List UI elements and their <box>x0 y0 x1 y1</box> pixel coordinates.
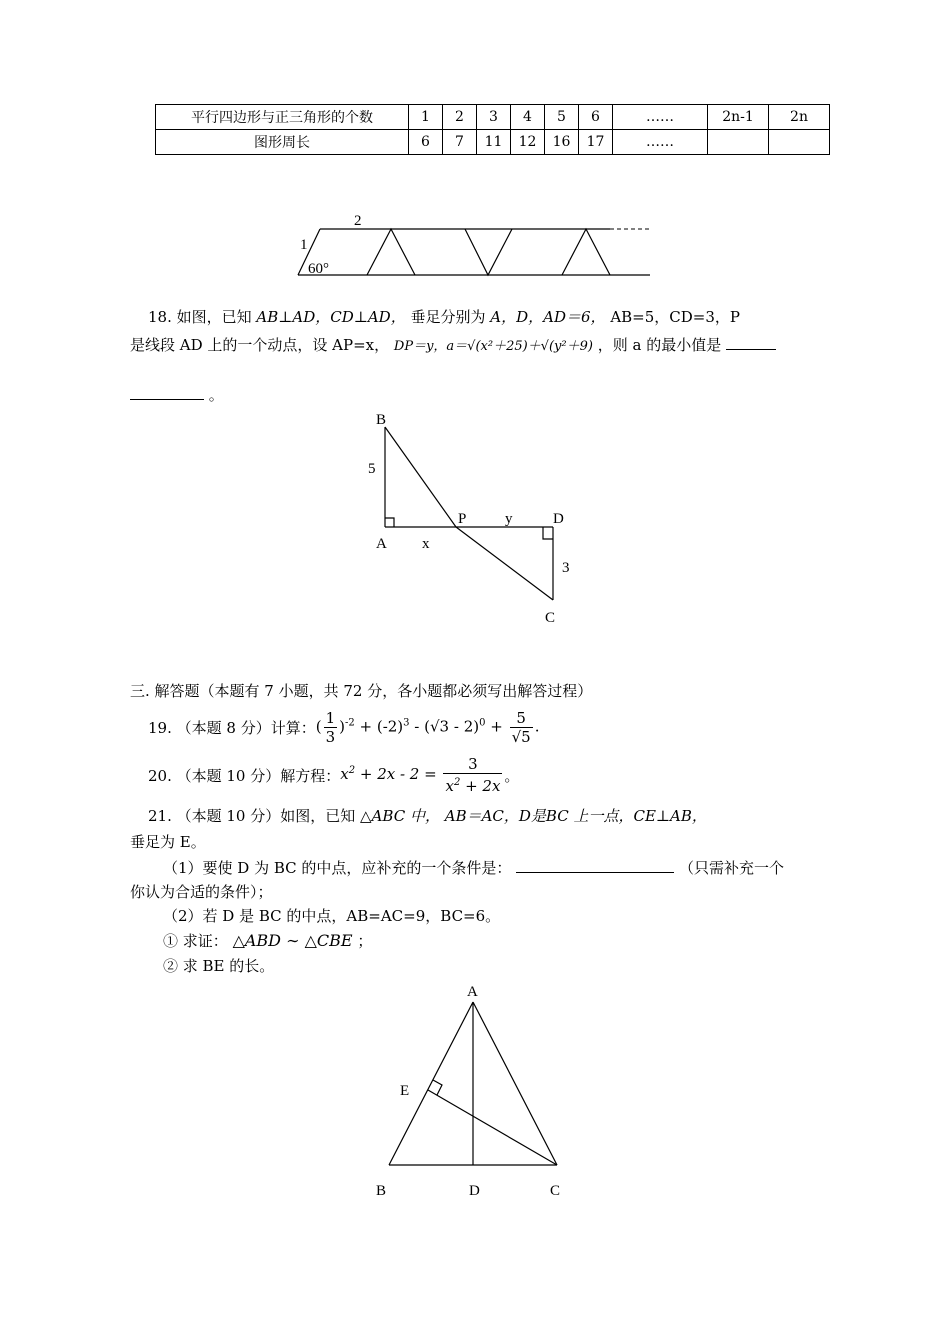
q21-item1 <box>163 930 372 951</box>
q21-answer-blank[interactable] <box>516 872 674 873</box>
table-cell: 11 <box>477 130 511 155</box>
table-cell: 16 <box>545 130 579 155</box>
q21-text: 21. （本题 10 分）如图，已知 <box>148 807 356 825</box>
table-header-count: 平行四边形与正三角形的个数 <box>156 105 409 130</box>
q21-triangle: △ABC 中， <box>360 807 440 825</box>
table-cell: 2 <box>443 105 477 130</box>
q21-text: ① 求证： <box>163 932 228 950</box>
q21-part1-cont: 你认为合适的条件）； <box>130 883 273 901</box>
q18-line1 <box>148 306 740 327</box>
label-top: 2 <box>354 213 362 229</box>
table-header-perimeter: 图形周长 <box>156 130 409 155</box>
point-e-label: E <box>400 1083 410 1099</box>
point-a-label: A <box>376 536 387 552</box>
y-label: y <box>505 511 513 527</box>
q21-text: （1）要使 D 为 BC 的中点，应补充的一个条件是： <box>163 859 512 877</box>
q18-formula: DP＝y，a＝√(x²＋25)＋√(y²＋9) <box>393 339 593 354</box>
q18-text: 。 <box>208 386 224 404</box>
vertex-a-label: A <box>467 984 478 1000</box>
q21-line2: 垂足为 E。 <box>130 833 206 851</box>
q18-text: 是线段 AD 上的一个动点，设 AP=x， <box>130 336 390 354</box>
q20-suffix: 。 <box>504 766 520 785</box>
q21-similarity: △ABD ∼ △CBE <box>232 931 353 950</box>
length-cd-label: 3 <box>562 560 570 576</box>
q21-part2: （2）若 D 是 BC 的中点，AB=AC=9，BC=6。 <box>163 907 501 925</box>
q19-expression: ( $\frac{1}{3}$ )$^{-2} + (-2)^3 - (√3 - 2)^0$ + $\frac{5}{√5}$ . <box>315 708 540 746</box>
x-label: x <box>422 536 430 552</box>
parallelogram-triangle-figure <box>290 205 660 285</box>
q18-text: 垂足分别为 <box>410 308 486 326</box>
length-ab-label: 5 <box>368 461 376 477</box>
label-side: 1 <box>300 237 308 253</box>
point-c-label: C <box>545 610 556 626</box>
q18-text: ，则 a 的最小值是 <box>597 336 722 354</box>
table-cell <box>769 130 830 155</box>
q18-answer-blank[interactable] <box>726 349 776 350</box>
vertex-c-label: C <box>550 1183 561 1199</box>
q21-text: ； <box>357 932 373 950</box>
q21-condition: AB＝AC，D是BC 上一点，CE⊥AB， <box>444 807 707 825</box>
table-cell: 3 <box>477 105 511 130</box>
table-cell: 6 <box>579 105 613 130</box>
table-row <box>156 105 830 130</box>
sequence-table <box>155 104 830 155</box>
isosceles-triangle-figure <box>370 980 590 1205</box>
vertex-b-label: B <box>376 1183 387 1199</box>
q18-text: AB=5，CD=3，P <box>610 308 741 326</box>
q20-prefix: 20. （本题 10 分）解方程： <box>148 766 341 785</box>
point-b-label: B <box>376 412 387 428</box>
q20-equation: $x^2 + 2x - 2$ = $\frac{3}{x^2 + 2x}$ <box>340 755 501 795</box>
q18-condition-perp: AB⊥AD，CD⊥AD， <box>256 308 406 326</box>
table-cell: 2n-1 <box>708 105 769 130</box>
table-cell: 5 <box>545 105 579 130</box>
point-d-label: D <box>553 511 564 527</box>
q21-item2: ② 求 BE 的长。 <box>163 957 275 975</box>
label-angle: 60° <box>308 261 329 277</box>
q20 <box>148 754 519 796</box>
table-cell: …… <box>613 130 708 155</box>
table-cell: …… <box>613 105 708 130</box>
table-cell: 7 <box>443 130 477 155</box>
table-cell <box>708 130 769 155</box>
q18-line3 <box>130 384 224 405</box>
point-d-label: D <box>469 1183 480 1199</box>
q19-prefix: 19. （本题 8 分）计算： <box>148 718 316 737</box>
q19 <box>148 706 539 748</box>
section-3-title: 三. 解答题（本题有 7 小题，共 72 分，各小题都必须写出解答过程） <box>130 682 593 700</box>
q21-part1 <box>163 857 784 878</box>
table-cell: 6 <box>409 130 443 155</box>
q18-text: 18. 如图，已知 <box>148 308 252 326</box>
ab-cd-figure <box>360 405 580 630</box>
q18-line2 <box>130 334 776 355</box>
table-cell: 2n <box>769 105 830 130</box>
q21-line1 <box>148 805 707 826</box>
table-cell: 4 <box>511 105 545 130</box>
q18-answer-blank-cont[interactable] <box>130 399 204 400</box>
table-cell: 1 <box>409 105 443 130</box>
point-p-label: P <box>458 511 467 527</box>
q18-condition-ad: A，D，AD＝6， <box>490 308 606 326</box>
q21-text: （只需补充一个 <box>679 859 785 877</box>
table-cell: 12 <box>511 130 545 155</box>
table-row <box>156 130 830 155</box>
table-cell: 17 <box>579 130 613 155</box>
